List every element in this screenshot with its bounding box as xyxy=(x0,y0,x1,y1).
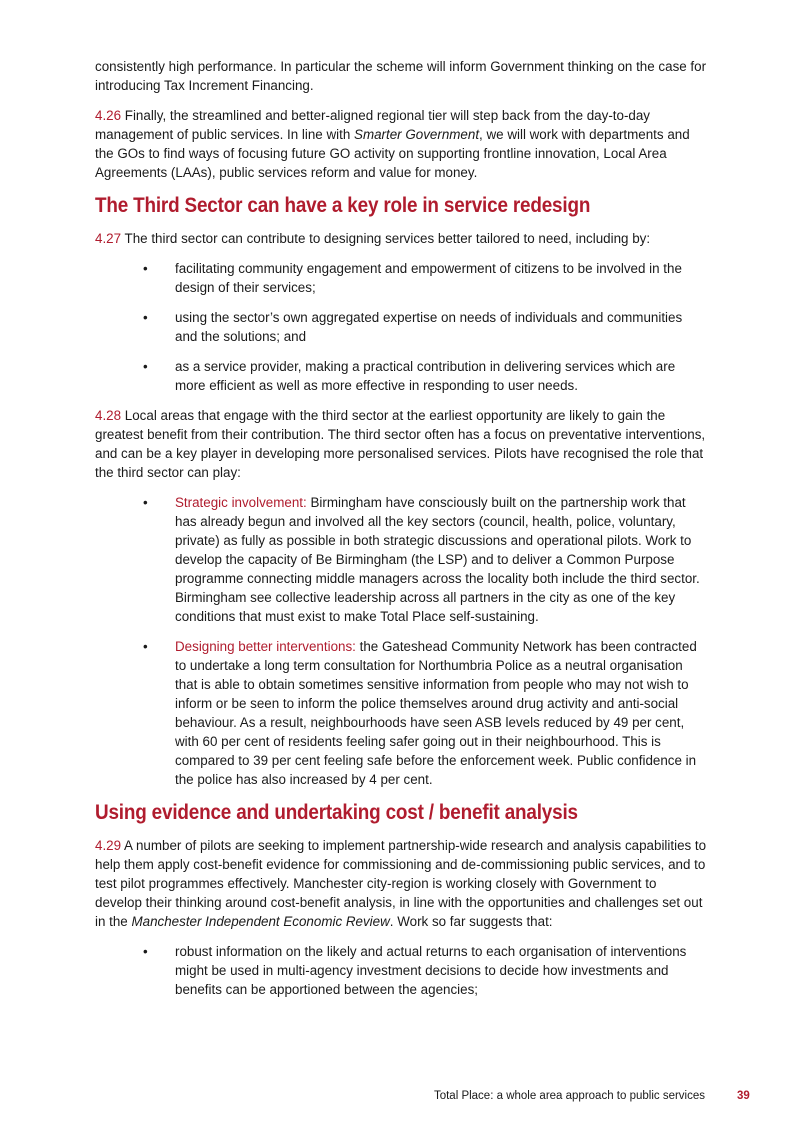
page-number: 39 xyxy=(737,1090,750,1102)
paragraph-text: The third sector can contribute to designing services better tailored to need, including by: xyxy=(121,231,651,246)
place-name: Gateshead xyxy=(381,639,448,654)
paragraph-number: 4.27 xyxy=(95,231,122,246)
italic-title: Manchester Independent Economic Review xyxy=(131,914,390,929)
place-name: Manchester city-region xyxy=(293,876,429,891)
place-name: Birmingham xyxy=(306,495,382,510)
list-item-text: robust information on the likely and actual returns to each organisation of interventions might be used in multi-agency investment decisions to decide how investments and benefits can be apportioned between the agencies; xyxy=(175,944,687,997)
bullet-label: Designing better interventions: xyxy=(175,639,356,654)
paragraph-4-27 xyxy=(95,229,707,248)
section-heading-third-sector: The Third Sector can have a key role in service redesign xyxy=(95,194,591,217)
bullet-icon: • xyxy=(143,944,148,959)
page-footer xyxy=(0,1090,800,1110)
bullet-icon: • xyxy=(143,359,148,374)
paragraph-text: A number of pilots are seeking to implement partnership-wide research and analysis capabilities to help them apply cost-benefit evidence for commissioning and de-commissioning public services, and to test pilot programmes effectively. xyxy=(95,838,707,891)
bullet-list-4-27 xyxy=(95,259,707,395)
list-item xyxy=(95,357,707,395)
paragraph-text: Finally, the streamlined and better-aligned regional tier will step back from the day-to-day management of public services. In line with xyxy=(95,108,651,142)
list-item-text: facilitating community engagement and empowerment of citizens to be involved in the design of their services; xyxy=(175,261,682,295)
bullet-icon: • xyxy=(143,261,148,276)
paragraph-intro: consistently high performance. In particular the scheme will inform Government thinking on the case for introducing Tax Increment Financing. xyxy=(95,59,707,93)
list-item xyxy=(95,942,707,999)
list-item-designing-interventions xyxy=(95,637,707,789)
list-item-text: Community Network has been contracted to undertake a long term consultation for Northumbria Police as a neutral organisation that is able to obtain sometimes sensitive information from people who may not wish to inform or be seen to inform the police themselves around drug activity and anti-social behaviour. As a result, neighbourhoods have seen ASB levels reduced by 49 per cent, with 60 per cent of residents feeling safer going out in their neighbourhood. This is compared to 39 per cent feeling safe before the enforcement week. Public confidence in the police has also increased by 4 per cent. xyxy=(175,639,697,787)
bullet-icon: • xyxy=(143,310,148,325)
section-heading-evidence: Using evidence and undertaking cost / benefit analysis xyxy=(95,801,578,824)
paragraph-number: 4.28 xyxy=(95,408,122,423)
bullet-icon: • xyxy=(143,495,148,510)
document-body xyxy=(95,57,707,1010)
list-item xyxy=(95,308,707,346)
list-item-text: the xyxy=(355,639,382,654)
paragraph-text: . Work so far suggests that: xyxy=(389,914,553,929)
list-item-text: have consciously built on the partnership work that has already begun and involved all the key sectors (council, health, police, voluntary, private) as fully as possible in both strategic discussions and operational pilots. Work to develop the capacity of Be Birmingham (the LSP) and to deliver a Common Purpose programme connecting middle managers across the locality both include the third sector. Birmingham see collective leadership across all partners in the city as one of the key conditions that must exist to make Total Place self-sustaining. xyxy=(175,495,700,624)
bullet-icon: • xyxy=(143,639,148,654)
paragraph-number: 4.29 xyxy=(95,838,122,853)
paragraph-text: , we will work with departments and the GOs to find ways of focusing future GO activity on supporting frontline innovation, Local Area Agreements (LAAs), public services reform and value for money. xyxy=(95,127,690,180)
list-item-strategic-involvement xyxy=(95,493,707,626)
bullet-list-4-28 xyxy=(95,493,707,789)
paragraph-4-29 xyxy=(95,836,707,931)
bullet-list-4-29 xyxy=(95,942,707,999)
paragraph-number: 4.26 xyxy=(95,108,122,123)
bullet-label: Strategic involvement: xyxy=(175,495,307,510)
italic-title: Smarter Government xyxy=(354,127,480,142)
paragraph-4-26 xyxy=(95,106,707,182)
list-item-text: as a service provider, making a practical contribution in delivering services which are more efficient as well as more effective in responding to user needs. xyxy=(175,359,676,393)
paragraph-4-28 xyxy=(95,406,707,482)
paragraph-text: is working closely with Government to develop their thinking around cost-benefit analysis, in line with the opportunities and challenges set out in the xyxy=(95,876,703,929)
footer-title: Total Place: a whole area approach to public services xyxy=(433,1090,705,1102)
paragraph-text: Local areas that engage with the third sector at the earliest opportunity are likely to gain the greatest benefit from their contribution. The third sector often has a focus on preventative interventions, and can be a key player in developing more personalised services. Pilots have recognised the role that the third sector can play: xyxy=(95,408,706,480)
list-item-text: using the sector’s own aggregated expertise on needs of individuals and communities and the solutions; and xyxy=(175,310,683,344)
list-item xyxy=(95,259,707,297)
